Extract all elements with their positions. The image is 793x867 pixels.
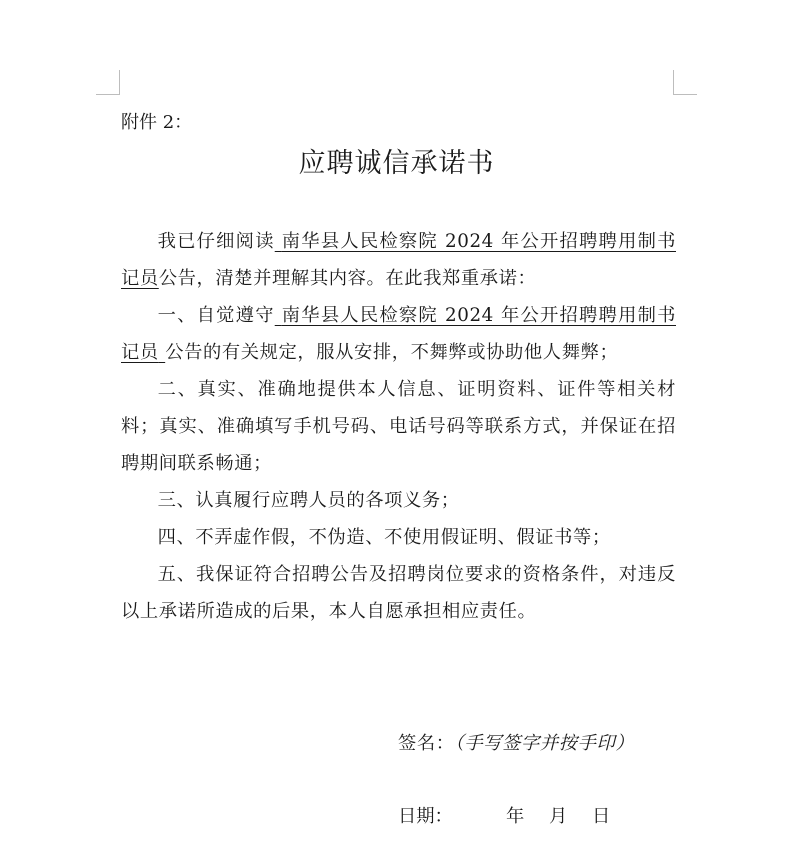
- crop-mark-top-left: [119, 70, 120, 94]
- item-1-suffix: 公告的有关规定，服从安排，不舞弊或协助他人舞弊；: [165, 342, 619, 363]
- commitment-item-5: 五、我保证符合招聘公告及招聘岗位要求的资格条件，对违反以上承诺所造成的后果，本人自愿承担相应责任。: [121, 564, 676, 622]
- date-label: 日期：: [398, 806, 453, 827]
- item-1-prefix: 一、自觉遵守: [157, 305, 275, 326]
- intro-paragraph: [121, 223, 676, 297]
- announcement-name: 南华县人民检察院 2024 年公开招聘聘用制书记员: [121, 305, 676, 363]
- document-body: [121, 223, 676, 630]
- crop-mark-top-right: [673, 70, 674, 94]
- intro-suffix: 公告，清楚并理解其内容。在此我郑重承诺：: [158, 268, 537, 289]
- date-day: 日: [592, 806, 611, 827]
- crop-mark-top-left: [96, 94, 120, 95]
- signature-hint: （手写签字并按手印）: [454, 733, 635, 754]
- crop-mark-top-right: [673, 94, 697, 95]
- commitment-item-4: 四、不弄虚作假，不伪造、不使用假证明、假证书等；: [157, 527, 611, 548]
- document-title: 应聘诚信承诺书: [298, 148, 495, 179]
- commitment-item-2: 二、真实、准确地提供本人信息、证明资料、证件等相关材料；真实、准确填写手机号码、电话号码等联系方式，并保证在招聘期间联系畅通；: [121, 379, 676, 474]
- date-year: 年: [506, 806, 525, 827]
- date-month: 月: [549, 806, 568, 827]
- signature-label: 签名：: [398, 733, 455, 754]
- signature-line: [398, 731, 634, 757]
- commitment-item-1: [121, 297, 676, 371]
- intro-prefix: 我已仔细阅读: [157, 231, 275, 252]
- commitment-item-3: 三、认真履行应聘人员的各项义务；: [157, 490, 460, 511]
- attachment-label: 附件 2：: [121, 112, 193, 133]
- announcement-name: 南华县人民检察院 2024 年公开招聘聘用制书记员: [121, 231, 676, 289]
- date-line: [398, 804, 610, 830]
